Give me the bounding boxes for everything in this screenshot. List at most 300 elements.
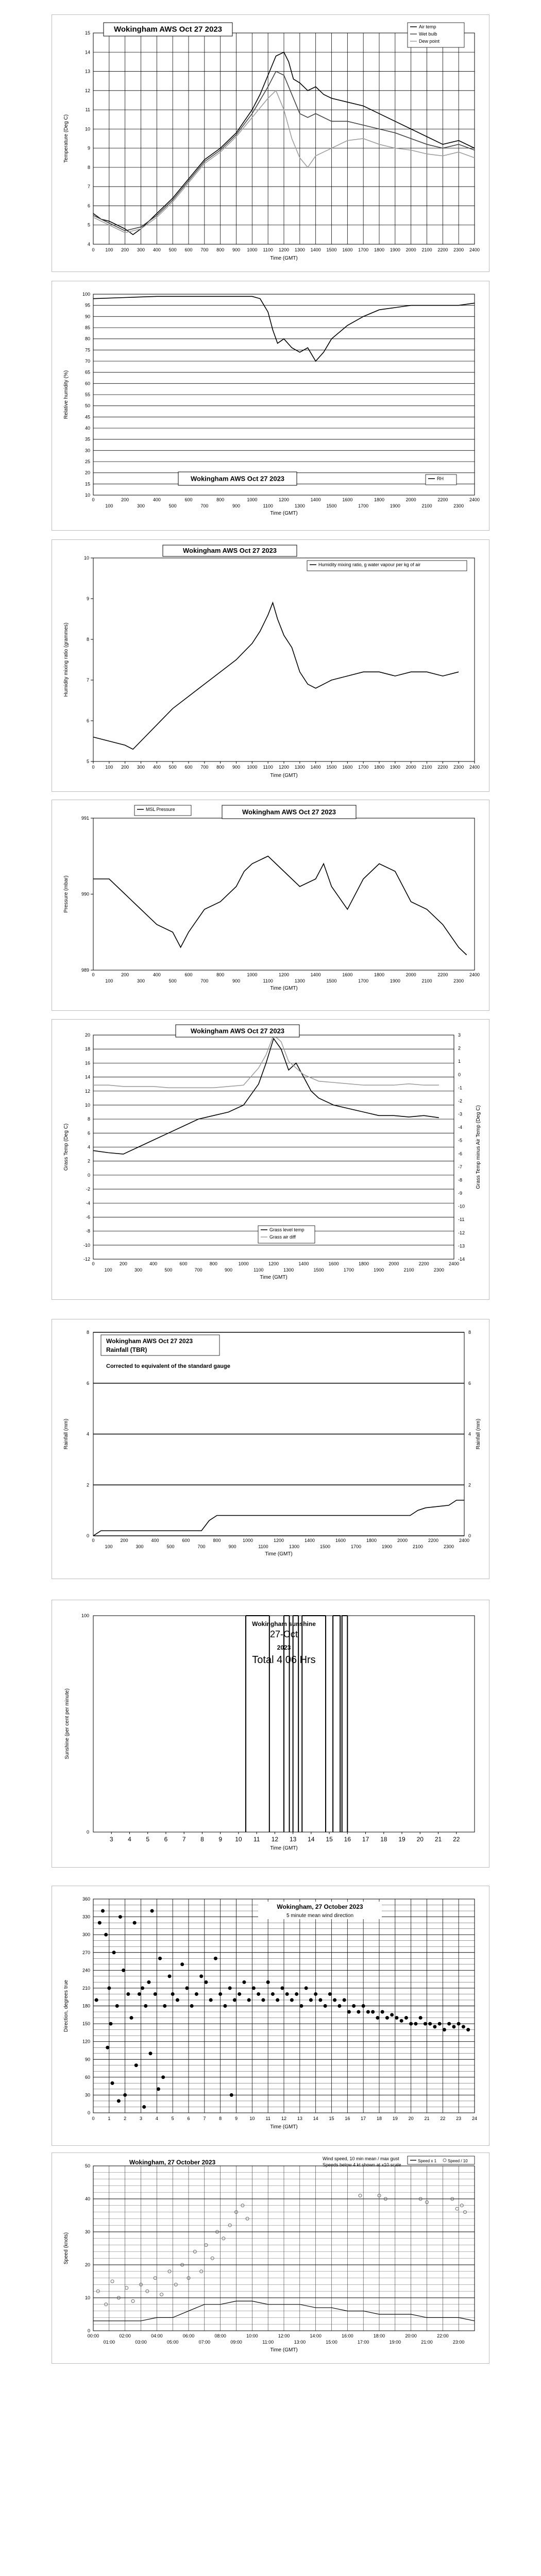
x-tick-label: 100 xyxy=(105,765,113,770)
x-tick-label: 1900 xyxy=(390,503,400,509)
x-tick-label: 500 xyxy=(164,1267,173,1273)
x-tick-label: 20 xyxy=(416,1836,424,1843)
y2-tick-label: -9 xyxy=(458,1191,463,1196)
x-tick-label: 21:00 xyxy=(421,2340,433,2345)
grass-temp-chart xyxy=(52,1020,490,1300)
x-tick-label: 0 xyxy=(92,2116,95,2121)
x-tick-label: 200 xyxy=(121,972,129,977)
y-tick-label: 30 xyxy=(84,448,90,453)
x-tick-label: 100 xyxy=(105,503,113,509)
chart-subtitle: Rainfall (TBR) xyxy=(106,1346,147,1353)
chart-title: Wokingham AWS Oct 27 2023 xyxy=(113,25,223,34)
y-tick-label: 9 xyxy=(86,596,89,601)
y2-tick-label: 3 xyxy=(458,1032,461,1038)
x-tick-label: 19 xyxy=(392,2116,398,2121)
x-tick-label: 200 xyxy=(121,765,129,770)
x-tick-label: 16 xyxy=(344,1836,351,1843)
x-tick-label: 3 xyxy=(109,1836,113,1843)
data-point xyxy=(285,1992,289,1996)
x-axis-label: Time (GMT) xyxy=(270,1845,298,1851)
y-tick-label: 55 xyxy=(84,392,90,397)
x-tick-label: 11 xyxy=(253,1836,260,1843)
data-point xyxy=(466,2028,470,2031)
y-tick-label: 0 xyxy=(86,1533,89,1538)
y-tick-label: 10 xyxy=(84,2295,90,2300)
x-tick-label: 2200 xyxy=(437,497,448,502)
data-point xyxy=(271,1992,275,1996)
x-tick-label: 7 xyxy=(182,1836,186,1843)
x-tick-label: 15:00 xyxy=(326,2340,337,2345)
y2-tick-label: -14 xyxy=(458,1257,465,1262)
data-point xyxy=(138,1992,141,1996)
y-axis-label: Temperature (Deg C) xyxy=(63,114,69,163)
y-tick-label: 13 xyxy=(84,69,90,74)
y-tick-label: 85 xyxy=(84,325,90,330)
x-tick-label: 800 xyxy=(213,1538,221,1543)
x-tick-label: 13 xyxy=(289,1836,297,1843)
y-tick-label: 65 xyxy=(84,369,90,375)
y-tick-label: 5 xyxy=(86,759,89,764)
x-tick-label: 1600 xyxy=(342,497,353,502)
x-tick-label: 400 xyxy=(153,247,161,252)
data-point xyxy=(290,1998,294,2002)
x-tick-label: 1900 xyxy=(390,765,400,770)
x-tick-label: 1400 xyxy=(304,1538,315,1543)
x-axis-label: Time (GMT) xyxy=(270,511,298,516)
x-tick-label: 08:00 xyxy=(214,2333,226,2338)
data-point xyxy=(299,2004,303,2008)
x-tick-label: 1900 xyxy=(374,1267,384,1273)
data-point xyxy=(115,2004,119,2008)
chart-annotation: Corrected to equivalent of the standard gauge xyxy=(106,1363,230,1369)
x-tick-label: 1000 xyxy=(247,497,258,502)
x-tick-label: 14 xyxy=(313,2116,318,2121)
x-tick-label: 1200 xyxy=(278,247,290,252)
y-tick-label: 9 xyxy=(87,145,90,151)
data-point xyxy=(123,2093,127,2097)
data-point xyxy=(357,2010,360,2014)
x-tick-label: 2100 xyxy=(412,1544,424,1549)
x-tick-label: 1700 xyxy=(358,765,369,770)
data-point xyxy=(457,2022,461,2026)
data-point xyxy=(126,1992,130,1996)
pressure-chart-panel xyxy=(52,800,489,1011)
y-axis-label: Speed (knots) xyxy=(63,2232,69,2265)
legend-entry: Air temp xyxy=(419,24,436,29)
data-point xyxy=(176,1998,179,2002)
x-axis-label: Time (GMT) xyxy=(260,1275,288,1280)
x-tick-label: 2400 xyxy=(469,497,480,502)
x-tick-label: 1000 xyxy=(238,1261,249,1266)
y2-tick-label: -7 xyxy=(458,1164,463,1170)
y-tick-label: 14 xyxy=(84,1074,90,1080)
legend-entry: Grass air diff xyxy=(269,1234,296,1240)
x-tick-label: 300 xyxy=(137,247,145,252)
data-point xyxy=(147,1980,150,1984)
x-tick-label: 400 xyxy=(149,1261,158,1266)
x-tick-label: 300 xyxy=(134,1267,143,1273)
y-tick-label: 80 xyxy=(84,336,90,342)
temperature-chart-panel xyxy=(52,14,489,272)
data-point xyxy=(98,1921,102,1925)
data-point xyxy=(158,1957,162,1960)
x-tick-label: 8 xyxy=(219,2116,222,2121)
x-tick-label: 300 xyxy=(137,765,145,770)
x-tick-label: 4 xyxy=(155,2116,158,2121)
data-point xyxy=(261,1998,265,2002)
x-tick-label: 11 xyxy=(265,2116,270,2121)
y2-tick-label: -8 xyxy=(458,1177,463,1183)
rainfall-chart-panel xyxy=(52,1319,489,1579)
x-tick-label: 12 xyxy=(271,1836,279,1843)
data-point xyxy=(414,2022,417,2026)
x-tick-label: 1200 xyxy=(278,497,290,502)
y-tick-label: 0 xyxy=(87,2328,90,2333)
x-tick-label: 03:00 xyxy=(135,2340,147,2345)
wind-speed-chart-panel xyxy=(52,2153,489,2364)
x-tick-label: 1100 xyxy=(253,1267,264,1273)
x-tick-label: 1800 xyxy=(374,765,385,770)
data-point xyxy=(204,1980,208,1984)
y-tick-label: 7 xyxy=(87,184,90,190)
data-point xyxy=(150,1909,154,1913)
x-tick-label: 300 xyxy=(137,503,145,509)
x-tick-label: 06:00 xyxy=(182,2333,195,2338)
x-tick-label: 17 xyxy=(362,1836,369,1843)
x-tick-label: 2200 xyxy=(437,247,448,252)
data-point xyxy=(428,2022,432,2026)
x-tick-label: 18 xyxy=(380,1836,387,1843)
x-tick-label: 1500 xyxy=(326,765,337,770)
x-tick-label: 1200 xyxy=(278,765,290,770)
data-point xyxy=(247,1998,251,2002)
x-tick-label: 13 xyxy=(297,2116,302,2121)
y-tick-label: 40 xyxy=(84,426,90,431)
y2-tick-label: -5 xyxy=(458,1138,463,1143)
data-point xyxy=(318,1998,322,2002)
data-point xyxy=(404,2016,408,2020)
data-point xyxy=(157,2087,160,2091)
x-tick-label: 700 xyxy=(197,1544,206,1549)
x-tick-label: 1100 xyxy=(258,1544,268,1549)
x-tick-label: 6 xyxy=(187,2116,190,2121)
mixing-ratio-chart-panel xyxy=(52,539,489,792)
x-tick-label: 24 xyxy=(471,2116,478,2121)
x-tick-label: 1500 xyxy=(313,1267,324,1273)
x-tick-label: 200 xyxy=(120,1538,128,1543)
data-point xyxy=(195,1992,198,1996)
y-tick-label: 90 xyxy=(84,2057,90,2062)
y-tick-label: 18 xyxy=(84,1046,90,1052)
x-tick-label: 1100 xyxy=(263,765,273,770)
data-point xyxy=(218,1992,222,1996)
x-tick-label: 500 xyxy=(166,1544,175,1549)
x-tick-label: 400 xyxy=(153,765,161,770)
x-tick-label: 12 xyxy=(281,2116,287,2121)
x-tick-label: 200 xyxy=(121,497,129,502)
x-tick-label: 17:00 xyxy=(357,2340,369,2345)
legend-entry: Speed / 10 xyxy=(448,2159,468,2163)
x-tick-label: 2000 xyxy=(405,765,416,770)
grass-temp-chart-panel xyxy=(52,1019,489,1300)
legend-entry: Dew point xyxy=(419,39,440,44)
x-tick-label: 9 xyxy=(234,2116,238,2121)
y-tick-label: 10 xyxy=(84,1102,90,1108)
chart-annotation: Wind speed, 10 min mean / max gust xyxy=(323,2156,399,2161)
data-point xyxy=(106,2046,109,2049)
x-tick-label: 1800 xyxy=(374,497,385,502)
chart-title: Wokingham AWS Oct 27 2023 xyxy=(106,1337,193,1345)
x-tick-label: 1300 xyxy=(283,1267,294,1273)
data-point xyxy=(347,2010,351,2014)
data-point xyxy=(149,2052,153,2055)
y-tick-label: 11 xyxy=(85,107,90,113)
x-tick-label: 16 xyxy=(345,2116,350,2121)
y2-tick-label: -1 xyxy=(458,1085,463,1091)
x-tick-label: 2000 xyxy=(397,1538,408,1543)
x-tick-label: 1800 xyxy=(374,247,385,252)
y-tick-label: 0 xyxy=(87,1172,90,1178)
x-tick-label: 1400 xyxy=(310,972,321,977)
y-tick-label: 8 xyxy=(86,637,89,642)
data-point xyxy=(362,2004,365,2008)
x-tick-label: 20 xyxy=(408,2116,414,2121)
x-tick-label: 2200 xyxy=(437,972,448,977)
x-tick-label: 1000 xyxy=(247,247,258,252)
x-tick-label: 700 xyxy=(194,1267,202,1273)
x-tick-label: 1400 xyxy=(310,765,321,770)
x-tick-label: 22 xyxy=(440,2116,446,2121)
plot-area xyxy=(93,818,475,970)
x-tick-label: 18:00 xyxy=(373,2333,385,2338)
data-point xyxy=(119,1915,122,1919)
x-tick-label: 100 xyxy=(105,247,113,252)
data-point xyxy=(309,1998,313,2002)
x-tick-label: 23:00 xyxy=(452,2340,465,2345)
sunshine-chart xyxy=(52,1600,490,1868)
data-point xyxy=(168,1974,172,1978)
x-tick-label: 2000 xyxy=(405,972,416,977)
x-tick-label: 14:00 xyxy=(310,2333,322,2338)
x-tick-label: 2300 xyxy=(443,1544,454,1549)
x-tick-label: 2200 xyxy=(428,1538,439,1543)
data-point xyxy=(142,2105,146,2109)
x-tick-label: 1700 xyxy=(343,1267,354,1273)
x-tick-label: 500 xyxy=(168,247,177,252)
x-tick-label: 1900 xyxy=(390,978,400,984)
data-point xyxy=(376,2016,379,2020)
x-tick-label: 2000 xyxy=(405,497,416,502)
x-tick-label: 700 xyxy=(200,503,209,509)
y-tick-label: -12 xyxy=(83,1257,90,1262)
x-tick-label: 400 xyxy=(151,1538,159,1543)
x-tick-label: 1100 xyxy=(263,503,273,509)
y-tick-label: 16 xyxy=(84,1060,90,1066)
x-tick-label: 16:00 xyxy=(342,2333,353,2338)
data-point xyxy=(242,1980,246,1984)
data-point xyxy=(163,2004,166,2008)
x-tick-label: 10 xyxy=(235,1836,242,1843)
data-point xyxy=(314,1992,317,1996)
data-point xyxy=(144,2004,147,2008)
y-tick-label: 20 xyxy=(84,470,90,476)
data-point xyxy=(180,1962,184,1966)
mixing-ratio-chart xyxy=(52,540,490,792)
x-tick-label: 600 xyxy=(184,247,193,252)
y-tick-label: 10 xyxy=(84,493,90,498)
x-tick-label: 07:00 xyxy=(198,2340,211,2345)
x-tick-label: 2000 xyxy=(405,247,416,252)
x-tick-label: 900 xyxy=(232,765,241,770)
data-point xyxy=(133,1921,137,1925)
y-tick-label: 4 xyxy=(86,1431,89,1437)
y-tick-label: 15 xyxy=(84,30,90,36)
y-tick-label: 60 xyxy=(84,381,90,386)
y2-tick-label: -10 xyxy=(458,1204,465,1209)
y-tick-label: 8 xyxy=(87,1116,90,1122)
x-tick-label: 2 xyxy=(124,2116,127,2121)
x-tick-label: 300 xyxy=(136,1544,144,1549)
y-tick-label: 10 xyxy=(84,126,90,132)
x-tick-label: 400 xyxy=(153,972,161,977)
y-axis-label: Grass Temp (Deg C) xyxy=(63,1123,69,1171)
x-tick-label: 900 xyxy=(228,1544,236,1549)
x-tick-label: 2300 xyxy=(453,978,464,984)
y-tick-label: 5 xyxy=(87,222,90,228)
x-tick-label: 1700 xyxy=(358,247,369,252)
data-point xyxy=(112,1951,116,1954)
x-tick-label: 2300 xyxy=(453,765,464,770)
x-tick-label: 14 xyxy=(308,1836,315,1843)
x-tick-label: 1500 xyxy=(326,503,337,509)
x-tick-label: 15 xyxy=(329,2116,334,2121)
data-point xyxy=(122,1969,125,1972)
y-axis-label: Rainfall (mm) xyxy=(63,1418,69,1450)
x-tick-label: 1400 xyxy=(298,1261,309,1266)
x-tick-label: 4 xyxy=(128,1836,131,1843)
x-tick-label: 2100 xyxy=(421,765,432,770)
x-tick-label: 23 xyxy=(456,2116,462,2121)
x-tick-label: 17 xyxy=(361,2116,366,2121)
x-tick-label: 3 xyxy=(139,2116,143,2121)
y2-tick-label: 0 xyxy=(468,1533,471,1538)
data-point xyxy=(305,1986,308,1990)
data-point xyxy=(424,2022,427,2026)
data-point xyxy=(443,2028,446,2031)
x-tick-label: 1400 xyxy=(310,247,321,252)
y-tick-label: 6 xyxy=(86,718,89,723)
chart-subtitle: 5 minute mean wind direction xyxy=(286,1913,354,1919)
x-tick-label: 0 xyxy=(92,972,95,977)
x-tick-label: 1400 xyxy=(310,497,321,502)
x-tick-label: 11:00 xyxy=(262,2340,274,2345)
y-tick-label: 8 xyxy=(87,164,90,170)
x-tick-label: 5 xyxy=(146,1836,150,1843)
x-tick-label: 1800 xyxy=(374,972,385,977)
x-tick-label: 2100 xyxy=(421,978,432,984)
y-tick-label: 330 xyxy=(82,1914,90,1920)
x-tick-label: 2200 xyxy=(437,765,448,770)
y-tick-label: -6 xyxy=(86,1214,90,1220)
x-tick-label: 1300 xyxy=(289,1544,300,1549)
x-tick-label: 1000 xyxy=(247,972,258,977)
data-point xyxy=(109,2022,112,2026)
x-tick-label: 15 xyxy=(326,1836,333,1843)
x-tick-label: 2400 xyxy=(469,972,480,977)
y-axis-label: Direction, degrees true xyxy=(63,1979,69,2032)
y-tick-label: 90 xyxy=(84,314,90,319)
x-tick-label: 1600 xyxy=(342,247,353,252)
y2-axis-label: Grass Temp minus Air Temp (Deg C) xyxy=(476,1105,481,1189)
x-tick-label: 1800 xyxy=(366,1538,377,1543)
data-point xyxy=(228,1986,232,1990)
x-tick-label: 2000 xyxy=(388,1261,399,1266)
data-point xyxy=(154,1992,157,1996)
rainfall-chart xyxy=(52,1319,490,1580)
y2-tick-label: 1 xyxy=(458,1059,461,1064)
data-point xyxy=(385,2016,389,2020)
x-tick-label: 05:00 xyxy=(166,2340,179,2345)
sunshine-chart-panel xyxy=(52,1600,489,1868)
x-tick-label: 21 xyxy=(424,2116,430,2121)
x-tick-label: 1000 xyxy=(247,765,258,770)
legend-entry: Grass level temp xyxy=(269,1227,305,1232)
y-tick-label: 120 xyxy=(82,2039,90,2044)
y-tick-label: 991 xyxy=(81,816,89,821)
y-tick-label: 4 xyxy=(87,242,90,247)
data-point xyxy=(371,2010,375,2014)
y2-tick-label: 6 xyxy=(468,1380,471,1386)
chart-title: Wokingham AWS Oct 27 2023 xyxy=(242,808,336,816)
y-tick-label: 6 xyxy=(87,203,90,209)
wind-speed-chart xyxy=(52,2153,490,2364)
x-tick-label: 700 xyxy=(200,765,209,770)
data-point xyxy=(438,2022,442,2026)
x-tick-label: 800 xyxy=(216,247,225,252)
x-tick-label: 1600 xyxy=(342,765,353,770)
x-tick-label: 9 xyxy=(218,1836,223,1843)
y-tick-label: 12 xyxy=(84,1088,90,1094)
data-point xyxy=(230,2093,233,2097)
x-axis-label: Time (GMT) xyxy=(265,1551,293,1557)
x-tick-label: 600 xyxy=(179,1261,188,1266)
chart-subtitle: 27-Oct xyxy=(269,1629,298,1639)
data-point xyxy=(238,1992,241,1996)
y-tick-label: -8 xyxy=(86,1228,90,1234)
x-tick-label: 1800 xyxy=(358,1261,369,1266)
x-tick-label: 2300 xyxy=(453,503,464,509)
x-tick-label: 1900 xyxy=(390,247,400,252)
x-tick-label: 2100 xyxy=(403,1267,414,1273)
x-tick-label: 900 xyxy=(232,503,241,509)
y-tick-label: -2 xyxy=(86,1187,90,1192)
y-tick-label: 20 xyxy=(84,1032,90,1038)
x-tick-label: 19:00 xyxy=(389,2340,401,2345)
y-tick-label: 2 xyxy=(86,1482,89,1488)
data-point xyxy=(252,1986,256,1990)
y-tick-label: 25 xyxy=(84,459,90,464)
x-tick-label: 1300 xyxy=(294,247,305,252)
y-tick-label: 300 xyxy=(82,1932,90,1938)
y-tick-label: 12 xyxy=(84,88,90,93)
y-axis-label: Relative humidity (%) xyxy=(63,370,69,419)
x-tick-label: 0 xyxy=(92,1261,95,1266)
y-tick-label: 30 xyxy=(84,2229,90,2234)
legend-entry: Speed x 1 xyxy=(418,2159,437,2163)
x-tick-label: 500 xyxy=(168,978,177,984)
temperature-chart xyxy=(52,15,490,273)
x-tick-label: 2300 xyxy=(433,1267,444,1273)
